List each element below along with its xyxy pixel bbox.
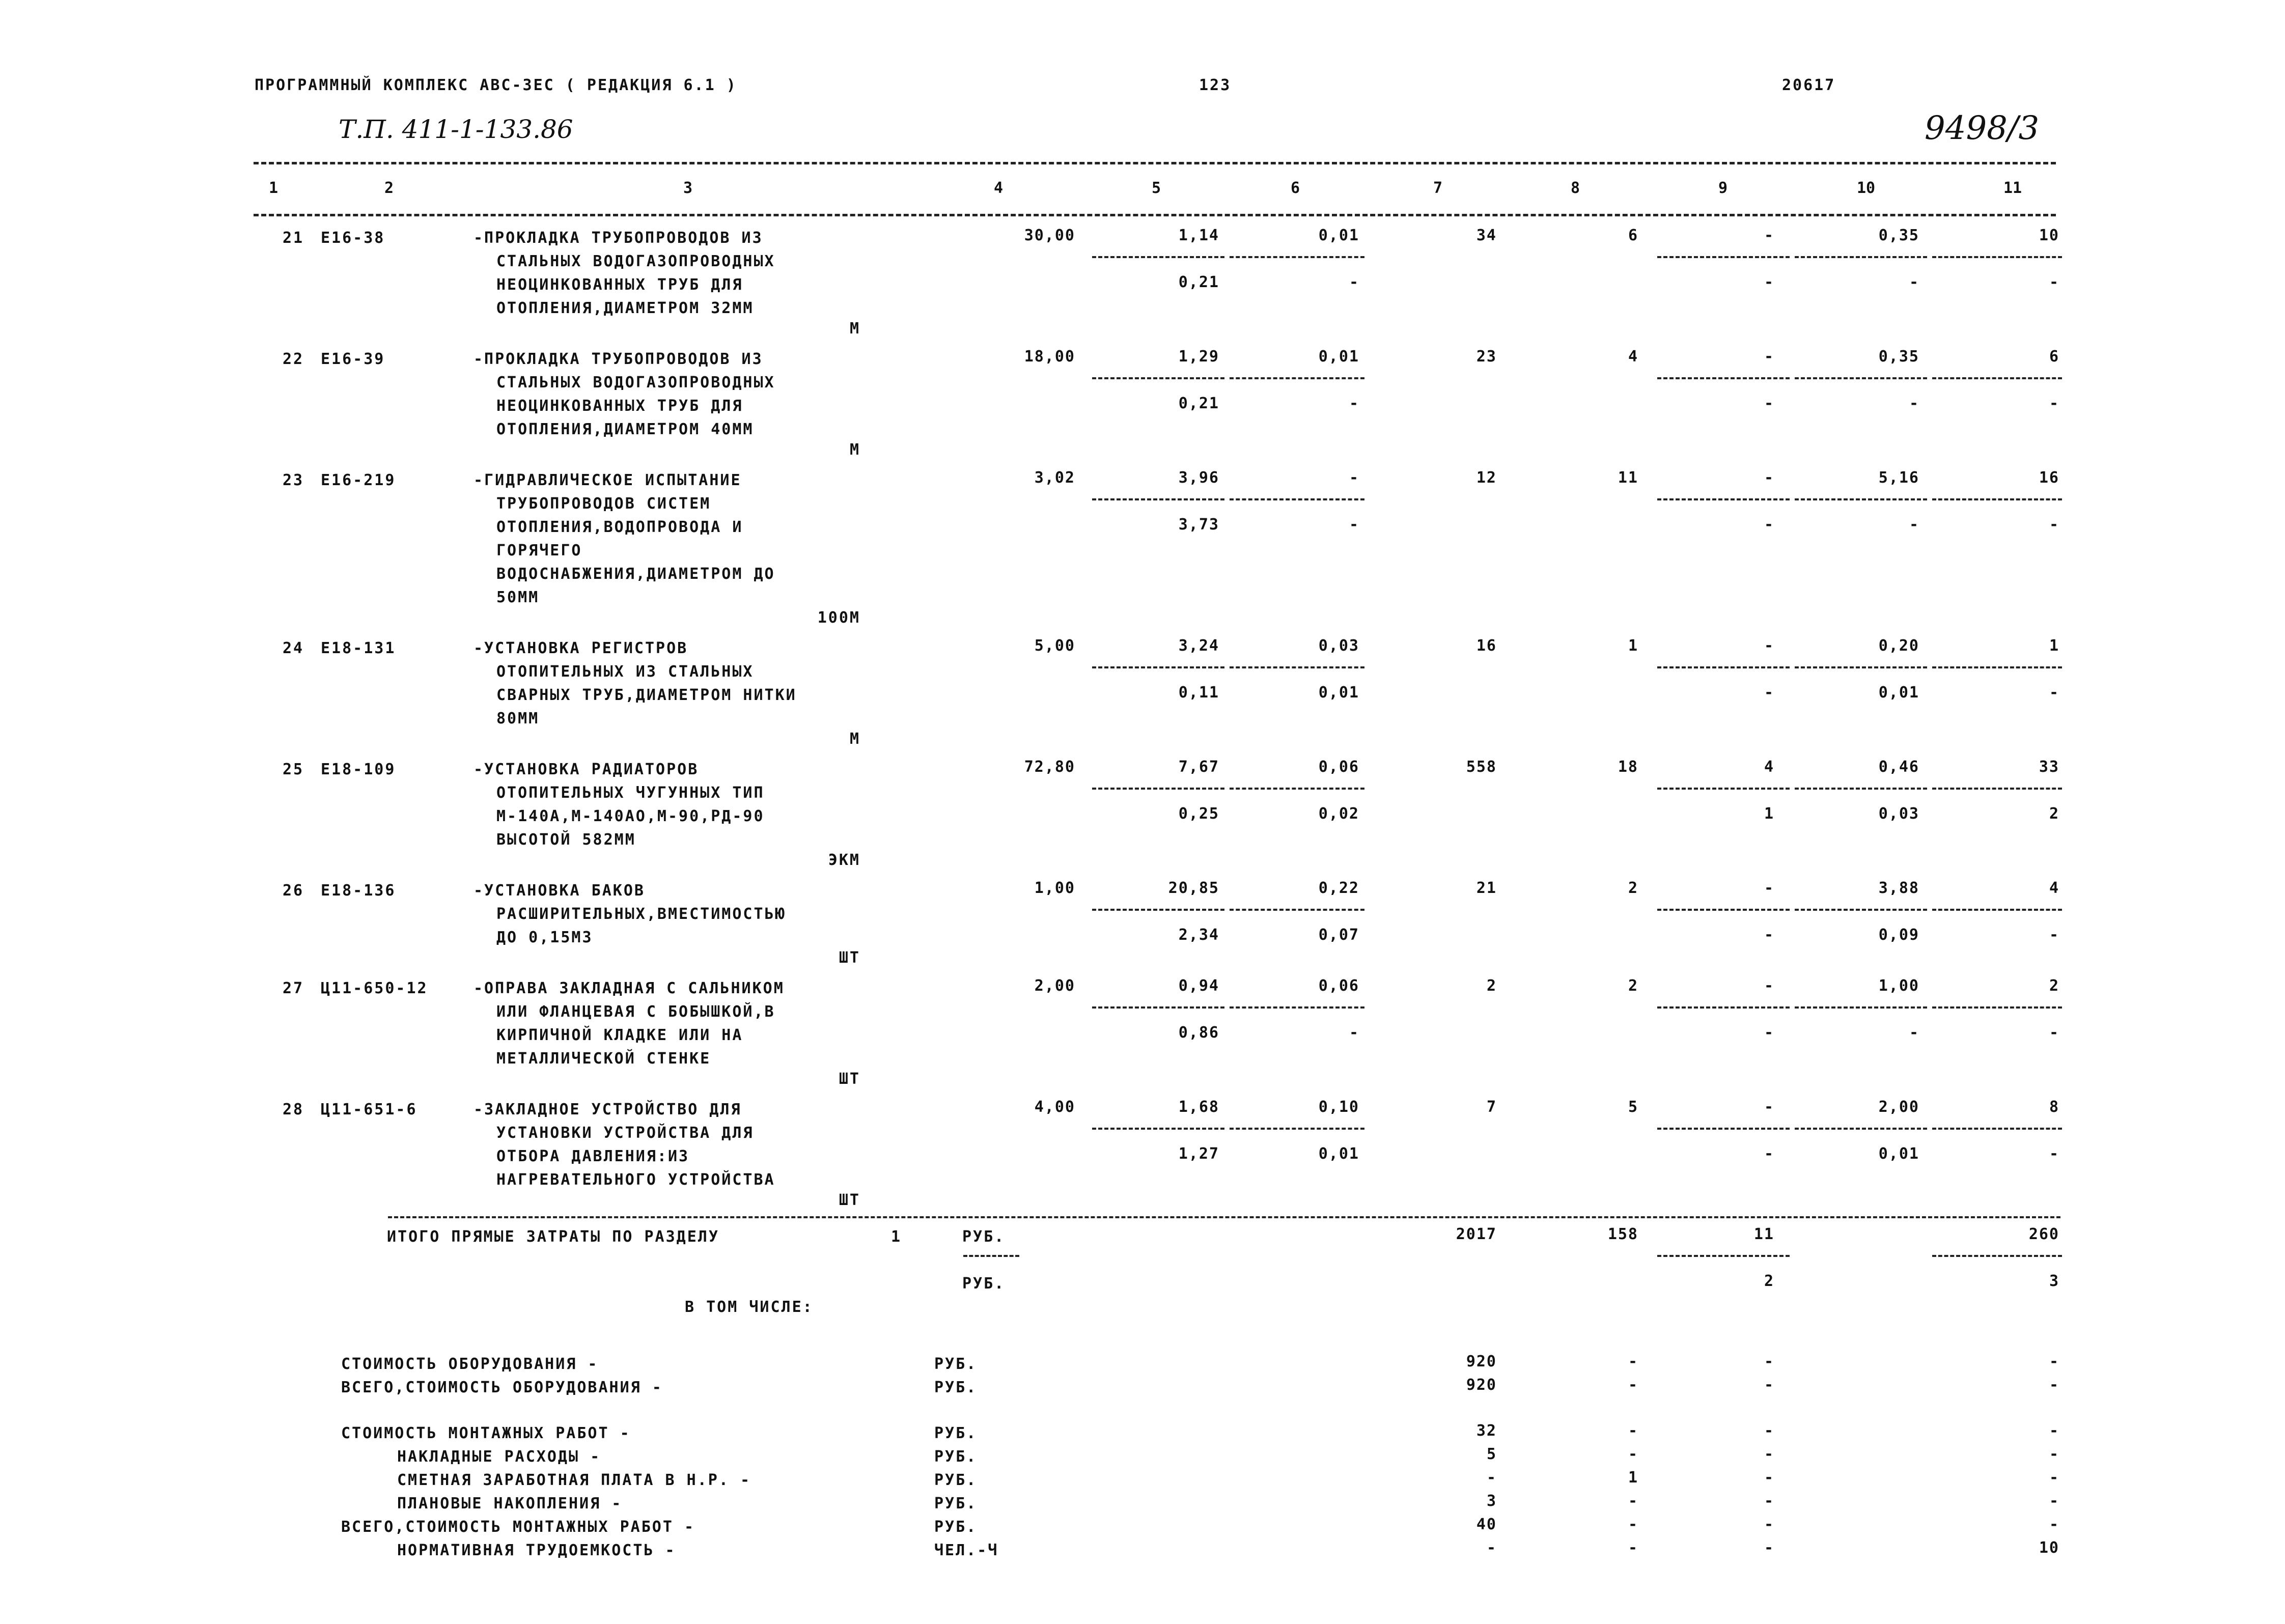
cell-col-5: 7,67 [1178, 758, 1219, 776]
column-header-9: 9 [1718, 179, 1728, 197]
column-header-4: 4 [994, 179, 1004, 197]
row-description-line: ОТОПЛЕНИЯ,ДИАМЕТРОМ 40ММ [496, 421, 754, 438]
cell-col-5: 1,29 [1178, 348, 1219, 366]
fraction-rule-col-10 [1795, 498, 1927, 500]
summary-col-7: 32 [1476, 1422, 1497, 1440]
fraction-rule-col-11 [1932, 1128, 2062, 1130]
row-description-line: СТАЛЬНЫХ ВОДОГАЗОПРОВОДНЫХ [496, 253, 775, 270]
cell-col-11-lower: - [2049, 1024, 2059, 1042]
handwritten-doc-ref: Т.П. 411-1-133.86 [339, 115, 573, 144]
handwritten-sheet-number: 9498/3 [1925, 109, 2040, 147]
row-number: 24 [283, 639, 304, 657]
summary-col-11: - [2049, 1445, 2059, 1463]
row-description-line: КИРПИЧНОЙ КЛАДКЕ ИЛИ НА [496, 1026, 743, 1044]
row-description-line: М-140А,М-140АО,М-90,РД-90 [496, 807, 765, 825]
cell-col-5: 1,68 [1178, 1098, 1219, 1116]
row-unit: ШТ [839, 949, 860, 967]
cell-col-10: 0,20 [1878, 637, 1919, 655]
column-header-10: 10 [1857, 179, 1876, 197]
row-unit: ШТ [839, 1191, 860, 1209]
header-rule-top [254, 162, 2056, 164]
fraction-rule-col-11 [1932, 788, 2062, 790]
cell-col-5-lower: 0,21 [1178, 395, 1219, 412]
summary-col-8: 1 [1628, 1469, 1638, 1487]
summary-col-9: - [1764, 1353, 1774, 1370]
row-number: 25 [283, 761, 304, 778]
row-description-line: ОТОПИТЕЛЬНЫХ ИЗ СТАЛЬНЫХ [496, 663, 754, 681]
total-unit-lower: РУБ. [962, 1275, 1006, 1293]
cell-col-8: 4 [1628, 348, 1638, 366]
column-header-6: 6 [1291, 179, 1300, 197]
row-description-line: ДО 0,15М3 [496, 929, 593, 946]
cell-col-7: 21 [1476, 879, 1497, 897]
row-code: Е16-38 [321, 229, 385, 247]
cell-col-9: - [1764, 637, 1774, 655]
program-header: ПРОГРАММНЫЙ КОМПЛЕКС АВС-ЗЕС ( РЕДАКЦИЯ 6.1 ) [255, 76, 737, 94]
fraction-rule-col-9 [1657, 498, 1790, 500]
summary-unit: РУБ. [934, 1495, 978, 1513]
row-description-line: СВАРНЫХ ТРУБ,ДИАМЕТРОМ НИТКИ [496, 686, 797, 704]
cell-col-6: 0,01 [1318, 348, 1359, 366]
row-unit: М [849, 320, 860, 338]
cell-col-5-lower: 1,27 [1178, 1145, 1219, 1163]
summary-col-7: 3 [1486, 1492, 1497, 1510]
summary-col-11: - [2049, 1492, 2059, 1510]
cell-col-9-lower: - [1764, 684, 1774, 702]
row-unit: 100М [817, 609, 860, 627]
cell-col-4: 1,00 [1034, 879, 1075, 897]
cell-col-10-lower: 0,01 [1878, 684, 1919, 702]
fraction-rule-col-9 [1657, 1006, 1790, 1009]
row-code: Ц11-650-12 [321, 979, 428, 997]
summary-label: ВСЕГО,СТОИМОСТЬ ОБОРУДОВАНИЯ - [341, 1379, 663, 1396]
cell-col-10-lower: - [1909, 1024, 1919, 1042]
row-description-line: ОТБОРА ДАВЛЕНИЯ:ИЗ [496, 1147, 690, 1165]
summary-col-7: - [1486, 1469, 1497, 1487]
row-unit: М [849, 730, 860, 748]
cell-col-8: 18 [1618, 758, 1638, 776]
fraction-rule-col-11 [1932, 666, 2062, 668]
summary-col-7: 5 [1486, 1445, 1497, 1463]
row-description-line: -УСТАНОВКА БАКОВ [473, 882, 645, 900]
fraction-rule-col-9 [1657, 909, 1790, 911]
cell-col-11-lower: - [2049, 395, 2059, 412]
cell-col-6: - [1349, 469, 1359, 487]
fraction-rule-col-5 [1092, 377, 1224, 379]
total-col-8: 158 [1607, 1225, 1638, 1243]
cell-col-5-lower: 2,34 [1178, 926, 1219, 944]
fraction-rule-col-9 [1657, 788, 1790, 790]
totals-rule [388, 1216, 2060, 1218]
summary-unit: ЧЕЛ.-Ч [934, 1542, 999, 1559]
summary-label: НОРМАТИВНАЯ ТРУДОЕМКОСТЬ - [397, 1542, 676, 1559]
summary-col-9: - [1764, 1539, 1774, 1557]
cell-col-7: 7 [1486, 1098, 1497, 1116]
fraction-rule-col-10 [1795, 256, 1927, 258]
cell-col-5-lower: 3,73 [1178, 516, 1219, 534]
row-description-line: ТРУБОПРОВОДОВ СИСТЕМ [496, 495, 711, 513]
cell-col-6-lower: - [1349, 1024, 1359, 1042]
cell-col-5: 1,14 [1178, 227, 1219, 244]
cell-col-11: 16 [2039, 469, 2059, 487]
cell-col-7: 34 [1476, 227, 1497, 244]
cell-col-9: 4 [1764, 758, 1774, 776]
cell-col-10-lower: - [1909, 395, 1919, 412]
cell-col-9-lower: - [1764, 1024, 1774, 1042]
fraction-rule-col-6 [1230, 377, 1364, 379]
row-description-line: УСТАНОВКИ УСТРОЙСТВА ДЛЯ [496, 1124, 754, 1142]
summary-col-11: - [2049, 1422, 2059, 1440]
cell-col-11: 2 [2049, 977, 2059, 995]
row-description-line: НАГРЕВАТЕЛЬНОГО УСТРОЙСТВА [496, 1171, 775, 1189]
cell-col-5: 3,24 [1178, 637, 1219, 655]
cell-col-6: 0,22 [1318, 879, 1359, 897]
total-label: ИТОГО ПРЯМЫЕ ЗАТРАТЫ ПО РАЗДЕЛУ [387, 1228, 719, 1246]
cell-col-4: 30,00 [1024, 227, 1075, 244]
cell-col-11: 33 [2039, 758, 2059, 776]
summary-label: НАКЛАДНЫЕ РАСХОДЫ - [397, 1448, 601, 1466]
summary-unit: РУБ. [934, 1424, 978, 1442]
fraction-rule-col-6 [1230, 1006, 1364, 1009]
cell-col-10: 0,35 [1878, 227, 1919, 244]
cell-col-9-lower: 1 [1764, 805, 1774, 823]
header-rule-bottom [254, 214, 2056, 216]
fraction-rule-col-6 [1230, 909, 1364, 911]
row-description-line: ОТОПИТЕЛЬНЫХ ЧУГУННЫХ ТИП [496, 784, 765, 802]
page-number: 123 [1199, 76, 1232, 94]
row-description-line: -ОПРАВА ЗАКЛАДНАЯ С САЛЬНИКОМ [473, 979, 785, 997]
summary-col-9: - [1764, 1376, 1774, 1394]
cell-col-8: 1 [1628, 637, 1638, 655]
cell-col-5: 20,85 [1168, 879, 1219, 897]
cell-col-7: 12 [1476, 469, 1497, 487]
total-unit-rule [963, 1255, 1019, 1257]
summary-col-9: - [1764, 1422, 1774, 1440]
cell-col-11-lower: 2 [2049, 805, 2059, 823]
summary-col-11: - [2049, 1516, 2059, 1533]
row-description-line: СТАЛЬНЫХ ВОДОГАЗОПРОВОДНЫХ [496, 374, 775, 391]
cell-col-9-lower: - [1764, 273, 1774, 291]
cell-col-9: - [1764, 227, 1774, 244]
cell-col-8: 2 [1628, 977, 1638, 995]
summary-unit: РУБ. [934, 1518, 978, 1536]
row-code: Е18-136 [321, 882, 396, 900]
cell-col-6-lower: 0,07 [1318, 926, 1359, 944]
summary-label: ВСЕГО,СТОИМОСТЬ МОНТАЖНЫХ РАБОТ - [341, 1518, 695, 1536]
summary-col-9: - [1764, 1445, 1774, 1463]
fraction-rule-col-6 [1230, 498, 1364, 500]
cell-col-5: 3,96 [1178, 469, 1219, 487]
row-code: Е16-219 [321, 471, 396, 489]
total-section: 1 [891, 1228, 902, 1246]
cell-col-10-lower: 0,09 [1878, 926, 1919, 944]
row-description-line: ВОДОСНАБЖЕНИЯ,ДИАМЕТРОМ ДО [496, 565, 775, 583]
cell-col-4: 72,80 [1024, 758, 1075, 776]
cell-col-5-lower: 0,11 [1178, 684, 1219, 702]
fraction-rule-col-11 [1932, 1006, 2062, 1009]
cell-col-9: - [1764, 879, 1774, 897]
column-header-7: 7 [1433, 179, 1443, 197]
cell-col-11: 10 [2039, 227, 2059, 244]
summary-col-8: - [1628, 1445, 1638, 1463]
summary-col-8: - [1628, 1539, 1638, 1557]
summary-label: СТОИМОСТЬ МОНТАЖНЫХ РАБОТ - [341, 1424, 631, 1442]
row-description-line: ВЫСОТОЙ 582ММ [496, 831, 636, 849]
fraction-rule-col-9 [1657, 377, 1790, 379]
cell-col-7: 23 [1476, 348, 1497, 366]
fraction-rule-col-5 [1092, 498, 1224, 500]
cell-col-6-lower: 0,01 [1318, 684, 1359, 702]
fraction-rule-col-10 [1795, 1128, 1927, 1130]
cell-col-6-lower: - [1349, 273, 1359, 291]
cell-col-10: 2,00 [1878, 1098, 1919, 1116]
summary-col-11: - [2049, 1469, 2059, 1487]
row-description-line: НЕОЦИНКОВАННЫХ ТРУБ ДЛЯ [496, 397, 743, 415]
fraction-rule-col-11 [1932, 377, 2062, 379]
column-header-2: 2 [384, 179, 394, 197]
cell-col-5-lower: 0,86 [1178, 1024, 1219, 1042]
cell-col-9-lower: - [1764, 516, 1774, 534]
cell-col-6: 0,10 [1318, 1098, 1359, 1116]
column-header-11: 11 [2003, 179, 2022, 197]
row-description-line: 80ММ [496, 710, 540, 727]
row-description-line: ИЛИ ФЛАНЦЕВАЯ С БОБЫШКОЙ,В [496, 1003, 775, 1021]
row-description-line: -ПРОКЛАДКА ТРУБОПРОВОДОВ ИЗ [473, 350, 763, 368]
cell-col-11: 8 [2049, 1098, 2059, 1116]
fraction-rule-col-10 [1795, 377, 1927, 379]
row-description-line: ГОРЯЧЕГО [496, 542, 582, 559]
row-description-line: -ЗАКЛАДНОЕ УСТРОЙСТВО ДЛЯ [473, 1101, 742, 1118]
summary-unit: РУБ. [934, 1379, 978, 1396]
cell-col-11: 1 [2049, 637, 2059, 655]
cell-col-9: - [1764, 348, 1774, 366]
cell-col-10-lower: 0,03 [1878, 805, 1919, 823]
column-header-5: 5 [1152, 179, 1161, 197]
fraction-rule-col-5 [1092, 1128, 1224, 1130]
cell-col-6: 0,01 [1318, 227, 1359, 244]
total-col-7: 2017 [1456, 1225, 1497, 1243]
cell-col-6: 0,06 [1318, 977, 1359, 995]
row-unit: ЭКМ [828, 851, 860, 869]
fraction-rule-col-5 [1092, 788, 1224, 790]
row-description-line: РАСШИРИТЕЛЬНЫХ,ВМЕСТИМОСТЬЮ [496, 905, 786, 923]
summary-unit: РУБ. [934, 1355, 978, 1373]
cell-col-11-lower: - [2049, 926, 2059, 944]
summary-col-7: 920 [1466, 1376, 1497, 1394]
cell-col-11-lower: - [2049, 273, 2059, 291]
cell-col-10-lower: - [1909, 273, 1919, 291]
cell-col-9: - [1764, 469, 1774, 487]
row-code: Е18-131 [321, 639, 396, 657]
summary-col-11: - [2049, 1353, 2059, 1370]
summary-col-8: - [1628, 1353, 1638, 1370]
fraction-rule-col-6 [1230, 788, 1364, 790]
cell-col-10: 0,35 [1878, 348, 1919, 366]
summary-col-9: - [1764, 1516, 1774, 1533]
summary-col-8: - [1628, 1492, 1638, 1510]
cell-col-7: 2 [1486, 977, 1497, 995]
cell-col-4: 4,00 [1034, 1098, 1075, 1116]
cell-col-10: 0,46 [1878, 758, 1919, 776]
fraction-rule-col-9 [1657, 256, 1790, 258]
total-col-9: 11 [1753, 1225, 1774, 1243]
summary-unit: РУБ. [934, 1448, 978, 1466]
cell-col-6: 0,06 [1318, 758, 1359, 776]
summary-col-7: - [1486, 1539, 1497, 1557]
cell-col-10-lower: 0,01 [1878, 1145, 1919, 1163]
summary-label: СТОИМОСТЬ ОБОРУДОВАНИЯ - [341, 1355, 599, 1373]
summary-col-7: 920 [1466, 1353, 1497, 1370]
summary-col-8: - [1628, 1422, 1638, 1440]
cell-col-5-lower: 0,21 [1178, 273, 1219, 291]
fraction-rule-col-5 [1092, 909, 1224, 911]
fraction-rule-col-6 [1230, 1128, 1364, 1130]
summary-col-8: - [1628, 1376, 1638, 1394]
fraction-rule-col-9 [1657, 666, 1790, 668]
summary-label: СМЕТНАЯ ЗАРАБОТНАЯ ПЛАТА В Н.Р. - [397, 1471, 751, 1489]
document-code: 20617 [1782, 76, 1836, 94]
cell-col-11-lower: - [2049, 516, 2059, 534]
cell-col-7: 16 [1476, 637, 1497, 655]
cell-col-11: 6 [2049, 348, 2059, 366]
row-number: 23 [283, 471, 304, 489]
cell-col-6-lower: 0,02 [1318, 805, 1359, 823]
cell-col-9: - [1764, 977, 1774, 995]
cell-col-5-lower: 0,25 [1178, 805, 1219, 823]
column-header-1: 1 [269, 179, 278, 197]
row-number: 26 [283, 882, 304, 900]
cell-col-4: 5,00 [1034, 637, 1075, 655]
cell-col-10: 5,16 [1878, 469, 1919, 487]
fraction-rule-col-6 [1230, 666, 1364, 668]
summary-col-11: - [2049, 1376, 2059, 1394]
summary-col-9: - [1764, 1469, 1774, 1487]
cell-col-4: 2,00 [1034, 977, 1075, 995]
cell-col-11-lower: - [2049, 684, 2059, 702]
cell-col-8: 5 [1628, 1098, 1638, 1116]
cell-col-6: 0,03 [1318, 637, 1359, 655]
total-rule-col-9 [1657, 1255, 1790, 1257]
fraction-rule-col-9 [1657, 1128, 1790, 1130]
cell-col-11-lower: - [2049, 1145, 2059, 1163]
fraction-rule-col-11 [1932, 909, 2062, 911]
summary-col-8: - [1628, 1516, 1638, 1533]
row-code: Е18-109 [321, 761, 396, 778]
total-col-11: 260 [2028, 1225, 2059, 1243]
cell-col-9-lower: - [1764, 1145, 1774, 1163]
row-description-line: МЕТАЛЛИЧЕСКОЙ СТЕНКЕ [496, 1050, 711, 1068]
cell-col-6-lower: - [1349, 516, 1359, 534]
row-code: Е16-39 [321, 350, 385, 368]
summary-col-9: - [1764, 1492, 1774, 1510]
summary-unit: РУБ. [934, 1471, 978, 1489]
total-unit: РУБ. [962, 1228, 1006, 1246]
cell-col-9-lower: - [1764, 926, 1774, 944]
row-description-line: НЕОЦИНКОВАННЫХ ТРУБ ДЛЯ [496, 276, 743, 294]
column-header-8: 8 [1571, 179, 1580, 197]
fraction-rule-col-11 [1932, 256, 2062, 258]
cell-col-10: 3,88 [1878, 879, 1919, 897]
fraction-rule-col-11 [1932, 498, 2062, 500]
row-description-line: -ГИДРАВЛИЧЕСКОЕ ИСПЫТАНИЕ [473, 471, 742, 489]
row-description-line: 50ММ [496, 589, 540, 606]
cell-col-11: 4 [2049, 879, 2059, 897]
fraction-rule-col-10 [1795, 666, 1927, 668]
fraction-rule-col-10 [1795, 788, 1927, 790]
cell-col-5: 0,94 [1178, 977, 1219, 995]
row-description-line: -ПРОКЛАДКА ТРУБОПРОВОДОВ ИЗ [473, 229, 763, 247]
cell-col-4: 3,02 [1034, 469, 1075, 487]
row-number: 22 [283, 350, 304, 368]
row-code: Ц11-651-6 [321, 1101, 417, 1118]
cell-col-10-lower: - [1909, 516, 1919, 534]
cell-col-8: 6 [1628, 227, 1638, 244]
row-number: 21 [283, 229, 304, 247]
cell-col-8: 2 [1628, 879, 1638, 897]
fraction-rule-col-5 [1092, 256, 1224, 258]
row-unit: М [849, 441, 860, 459]
cell-col-6-lower: 0,01 [1318, 1145, 1359, 1163]
cell-col-7: 558 [1466, 758, 1497, 776]
total-col-11-lower: 3 [2049, 1272, 2059, 1290]
summary-col-7: 40 [1476, 1516, 1497, 1533]
cell-col-9: - [1764, 1098, 1774, 1116]
cell-col-6-lower: - [1349, 395, 1359, 412]
fraction-rule-col-10 [1795, 1006, 1927, 1009]
column-header-3: 3 [683, 179, 693, 197]
summary-col-11: 10 [2039, 1539, 2059, 1557]
fraction-rule-col-6 [1230, 256, 1364, 258]
fraction-rule-col-5 [1092, 1006, 1224, 1009]
row-unit: ШТ [839, 1070, 860, 1088]
fraction-rule-col-10 [1795, 909, 1927, 911]
cell-col-8: 11 [1618, 469, 1638, 487]
fraction-rule-col-5 [1092, 666, 1224, 668]
row-number: 28 [283, 1101, 304, 1118]
row-description-line: ОТОПЛЕНИЯ,ВОДОПРОВОДА И [496, 518, 743, 536]
cell-col-4: 18,00 [1024, 348, 1075, 366]
total-col-9-lower: 2 [1764, 1272, 1774, 1290]
total-rule-col-11 [1932, 1255, 2062, 1257]
row-description-line: -УСТАНОВКА РЕГИСТРОВ [473, 639, 688, 657]
row-description-line: ОТОПЛЕНИЯ,ДИАМЕТРОМ 32ММ [496, 299, 754, 317]
cell-col-10: 1,00 [1878, 977, 1919, 995]
cell-col-9-lower: - [1764, 395, 1774, 412]
including-heading: В ТОМ ЧИСЛЕ: [685, 1298, 814, 1316]
row-number: 27 [283, 979, 304, 997]
row-description-line: -УСТАНОВКА РАДИАТОРОВ [473, 761, 699, 778]
summary-label: ПЛАНОВЫЕ НАКОПЛЕНИЯ - [397, 1495, 623, 1513]
